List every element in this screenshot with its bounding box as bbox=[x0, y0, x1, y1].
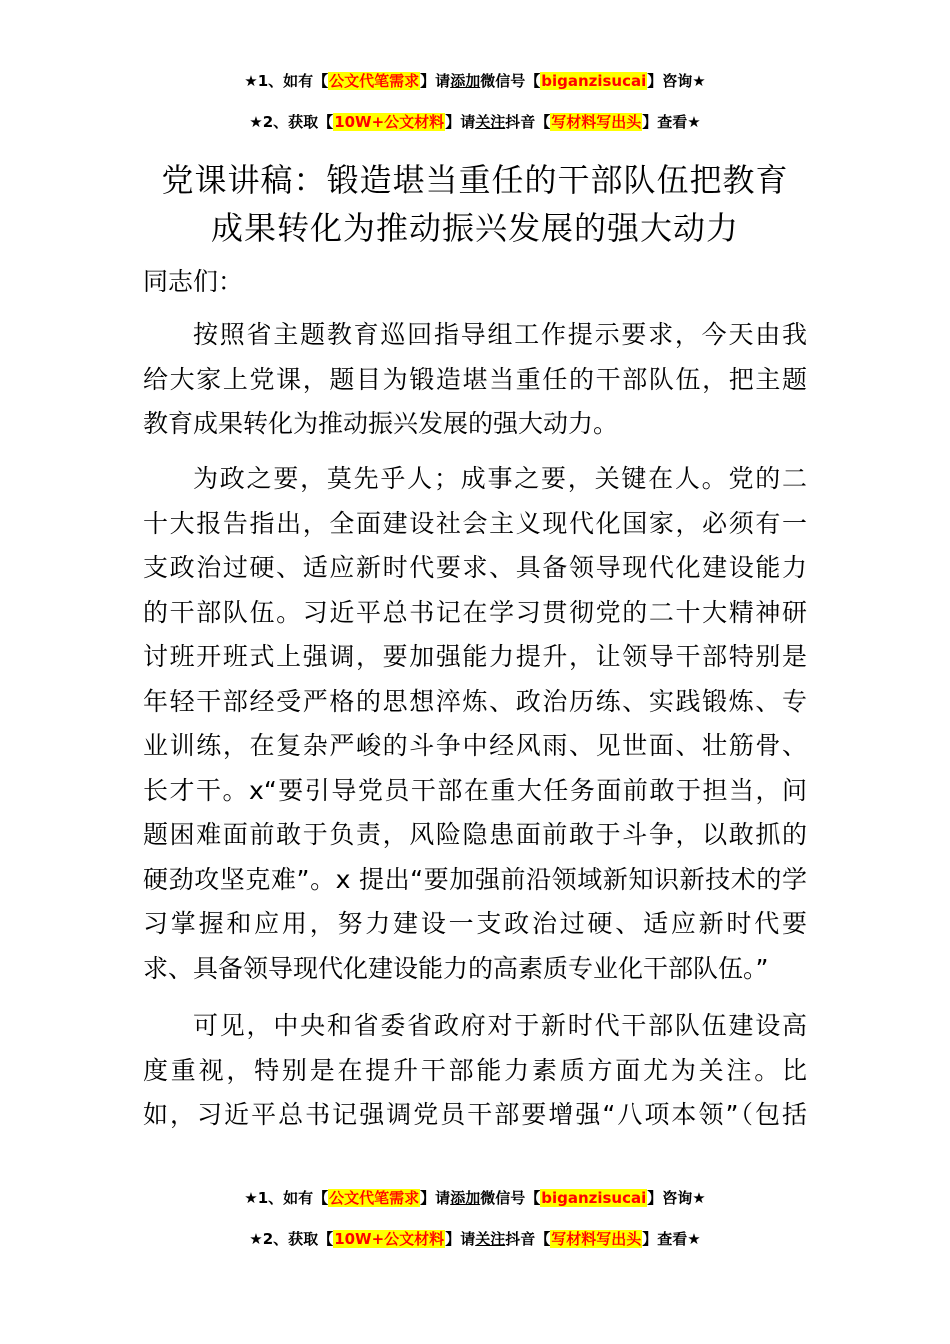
banner-highlight-service: 公文代笔需求 bbox=[329, 72, 420, 90]
banner-underline: 关注 bbox=[475, 113, 506, 131]
paragraph-line: 为政之要，莫先乎人；成事之要，关键在人。党的二 bbox=[193, 464, 807, 493]
banner-highlight-douyin-id: 写材料写出头 bbox=[551, 113, 642, 131]
document-title-line-1: 党课讲稿：锻造堪当重任的干部队伍把教育 bbox=[161, 161, 789, 199]
paragraph-line: 给大家上党课，题目为锻造堪当重任的干部队伍，把主题 bbox=[143, 364, 807, 394]
banner-text: 抖音【 bbox=[505, 1230, 551, 1248]
paragraph-line: 十大报告指出，全面建设社会主义现代化国家，必须有一 bbox=[143, 508, 807, 538]
paragraph-line: 求、具备领导现代化建设能力的高素质专业化干部队伍。” bbox=[143, 953, 769, 983]
banner-text: ★2、获取【 bbox=[249, 113, 334, 131]
banner-text: 】请 bbox=[445, 1230, 476, 1248]
paragraph-line: 的干部队伍。习近平总书记在学习贯彻党的二十大精神研 bbox=[143, 597, 807, 627]
paragraph-line: 度重视，特别是在提升干部能力素质方面尤为关注。比 bbox=[143, 1055, 807, 1085]
banner-text: 】请 bbox=[420, 72, 451, 90]
document-title-line-2: 成果转化为推动振兴发展的强大动力 bbox=[210, 209, 739, 247]
banner-text: 】查看★ bbox=[642, 1230, 701, 1248]
paragraph-line: 习掌握和应用，努力建设一支政治过硬、适应新时代要 bbox=[143, 909, 807, 938]
banner-text: 微信号【 bbox=[480, 72, 541, 90]
paragraph-line: 教育成果转化为推动振兴发展的强大动力。 bbox=[143, 409, 619, 438]
paragraph-line: 按照省主题教育巡回指导组工作提示要求，今天由我 bbox=[193, 320, 807, 349]
footer-banner-line-1 bbox=[0, 1187, 950, 1209]
banner-underline: 关注 bbox=[475, 1230, 506, 1248]
banner-highlight-materials: 10W+公文材料 bbox=[334, 1230, 445, 1248]
banner-text: 】咨询★ bbox=[647, 1189, 706, 1207]
paragraph-line: 长才干。x“要引导党员干部在重大任务面前敢于担当，问 bbox=[143, 775, 807, 805]
paragraph-line: 业训练，在复杂严峻的斗争中经风雨、见世面、壮筋骨、 bbox=[143, 731, 807, 760]
banner-highlight-service: 公文代笔需求 bbox=[329, 1189, 420, 1207]
body-paragraph-1 bbox=[143, 313, 807, 447]
paragraph-line: 可见，中央和省委省政府对于新时代干部队伍建设高 bbox=[193, 1011, 807, 1040]
paragraph-line: 硬劲攻坚克难”。x 提出“要加强前沿领域新知识新技术的学 bbox=[143, 864, 807, 894]
body-paragraph-3 bbox=[143, 1004, 807, 1138]
paragraph-line: 题困难面前敢于负责，风险隐患面前敢于斗争，以敢抓的 bbox=[143, 820, 807, 849]
paragraph-line: 年轻干部经受严格的思想淬炼、政治历练、实践锻炼、专 bbox=[143, 686, 807, 716]
body-paragraph-2 bbox=[143, 457, 807, 991]
banner-highlight-materials: 10W+公文材料 bbox=[334, 113, 445, 131]
footer-banner-line-2 bbox=[0, 1228, 950, 1250]
paragraph-line: 支政治过硬、适应新时代要求、具备领导现代化建设能力 bbox=[143, 553, 807, 582]
banner-text: 】咨询★ bbox=[647, 72, 706, 90]
banner-highlight-wechat-id: biganzisucai bbox=[541, 72, 647, 90]
header-banner-line-2 bbox=[0, 111, 950, 133]
banner-text: 抖音【 bbox=[505, 113, 551, 131]
banner-text: 】请 bbox=[420, 1189, 451, 1207]
paragraph-line: 讨班开班式上强调，要加强能力提升，让领导干部特别是 bbox=[143, 642, 807, 671]
header-banner-line-1 bbox=[0, 70, 950, 92]
paragraph-line: 如，习近平总书记强调党员干部要增强“八项本领”（包括 bbox=[143, 1100, 807, 1129]
banner-text: ★2、获取【 bbox=[249, 1230, 334, 1248]
banner-text: 】查看★ bbox=[642, 113, 701, 131]
banner-text: 】请 bbox=[445, 113, 476, 131]
salutation: 同志们： bbox=[143, 267, 244, 296]
banner-highlight-wechat-id: biganzisucai bbox=[541, 1189, 647, 1207]
banner-text: 微信号【 bbox=[480, 1189, 541, 1207]
banner-underline: 添加 bbox=[450, 72, 481, 90]
banner-text: ★1、如有【 bbox=[244, 72, 329, 90]
banner-highlight-douyin-id: 写材料写出头 bbox=[551, 1230, 642, 1248]
banner-underline: 添加 bbox=[450, 1189, 481, 1207]
banner-text: ★1、如有【 bbox=[244, 1189, 329, 1207]
